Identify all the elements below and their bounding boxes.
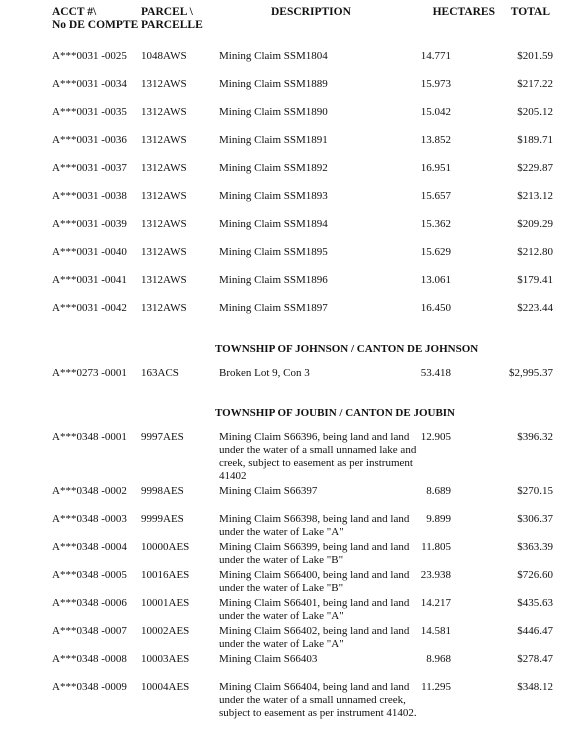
description-cell: Mining Claim S66403: [219, 653, 318, 665]
description-cell: Mining Claim SSM1894: [219, 218, 328, 230]
total-cell: $179.41: [517, 274, 553, 286]
parcel-cell: 1312AWS: [141, 302, 187, 314]
acct-cell: A***0031 -0040: [52, 246, 127, 258]
hectares-cell: 16.450: [420, 302, 451, 314]
hectares-cell: 8.968: [426, 653, 451, 665]
parcel-cell: 1048AWS: [141, 50, 187, 62]
acct-cell: A***0031 -0037: [52, 162, 127, 174]
total-cell: $278.47: [517, 653, 553, 665]
hectares-cell: 23.938: [420, 569, 451, 581]
hectares-cell: 12.905: [420, 431, 451, 443]
parcel-cell: 10002AES: [141, 625, 190, 637]
header-description: DESCRIPTION: [271, 6, 351, 18]
total-cell: $435.63: [517, 597, 553, 609]
hectares-cell: 11.805: [421, 541, 451, 553]
hectares-cell: 14.771: [420, 50, 451, 62]
total-cell: $363.39: [517, 541, 553, 553]
hectares-cell: 53.418: [420, 367, 451, 379]
parcel-cell: 1312AWS: [141, 134, 187, 146]
parcel-cell: 1312AWS: [141, 246, 187, 258]
parcel-cell: 9997AES: [141, 431, 184, 443]
description-cell: Mining Claim SSM1892: [219, 162, 328, 174]
description-cell: Mining Claim SSM1889: [219, 78, 328, 90]
acct-cell: A***0348 -0002: [52, 485, 127, 497]
hectares-cell: 14.581: [420, 625, 451, 637]
header-parcel-line1: PARCEL \: [141, 6, 193, 18]
acct-cell: A***0348 -0006: [52, 597, 127, 609]
parcel-cell: 1312AWS: [141, 162, 187, 174]
acct-cell: A***0348 -0004: [52, 541, 127, 553]
description-cell: Mining Claim S66400, being land and land under the water of Lake "B": [219, 569, 410, 594]
parcel-cell: 1312AWS: [141, 106, 187, 118]
parcel-cell: 10000AES: [141, 541, 190, 553]
description-cell: Mining Claim S66401, being land and land under the water of Lake "A": [219, 597, 410, 622]
description-cell: Mining Claim SSM1890: [219, 106, 328, 118]
hectares-cell: 9.899: [426, 513, 451, 525]
description-cell: Mining Claim S66396, being land and land under the water of a small unnamed lake and creek, subject to easement as per instrument 41402: [219, 431, 417, 482]
acct-cell: A***0348 -0007: [52, 625, 127, 637]
acct-cell: A***0031 -0035: [52, 106, 127, 118]
description-cell: Mining Claim S66402, being land and land under the water of Lake "A": [219, 625, 410, 650]
total-cell: $223.44: [517, 302, 553, 314]
description-cell: Mining Claim S66398, being land and land under the water of Lake "A": [219, 513, 410, 538]
description-cell: Mining Claim S66399, being land and land under the water of Lake "B": [219, 541, 410, 566]
hectares-cell: 15.973: [420, 78, 451, 90]
description-cell: Mining Claim SSM1891: [219, 134, 328, 146]
description-cell: Mining Claim S66404, being land and land under the water of a small unnamed creek, subject to easement as per instrument 41402.: [219, 681, 417, 719]
hectares-cell: 15.362: [420, 218, 451, 230]
total-cell: $306.37: [517, 513, 553, 525]
description-cell: Mining Claim S66397: [219, 485, 318, 497]
acct-cell: A***0031 -0036: [52, 134, 127, 146]
header-acct-line2: No DE COMPTE: [52, 19, 139, 31]
hectares-cell: 15.042: [420, 106, 451, 118]
total-cell: $217.22: [517, 78, 553, 90]
hectares-cell: 16.951: [420, 162, 451, 174]
total-cell: $726.60: [517, 569, 553, 581]
hectares-cell: 13.852: [420, 134, 451, 146]
total-cell: $446.47: [517, 625, 553, 637]
header-parcel-line2: PARCELLE: [141, 19, 203, 31]
total-cell: $209.29: [517, 218, 553, 230]
parcel-cell: 10016AES: [141, 569, 190, 581]
parcel-cell: 1312AWS: [141, 274, 187, 286]
description-cell: Broken Lot 9, Con 3: [219, 367, 310, 379]
acct-cell: A***0031 -0042: [52, 302, 127, 314]
total-cell: $229.87: [517, 162, 553, 174]
total-cell: $212.80: [517, 246, 553, 258]
acct-cell: A***0031 -0034: [52, 78, 127, 90]
acct-cell: A***0348 -0005: [52, 569, 127, 581]
hectares-cell: 13.061: [420, 274, 451, 286]
acct-cell: A***0031 -0041: [52, 274, 127, 286]
parcel-cell: 163ACS: [141, 367, 179, 379]
acct-cell: A***0273 -0001: [52, 367, 127, 379]
parcel-cell: 10004AES: [141, 681, 190, 693]
total-cell: $201.59: [517, 50, 553, 62]
hectares-cell: 15.657: [420, 190, 451, 202]
acct-cell: A***0348 -0003: [52, 513, 127, 525]
acct-cell: A***0348 -0001: [52, 431, 127, 443]
parcel-cell: 1312AWS: [141, 218, 187, 230]
description-cell: Mining Claim SSM1893: [219, 190, 328, 202]
section-heading-joubin: TOWNSHIP OF JOUBIN / CANTON DE JOUBIN: [215, 407, 456, 419]
section-heading-johnson: TOWNSHIP OF JOHNSON / CANTON DE JOHNSON: [215, 343, 479, 355]
description-cell: Mining Claim SSM1895: [219, 246, 328, 258]
header-parcel: [141, 6, 203, 32]
acct-cell: A***0031 -0025: [52, 50, 127, 62]
parcel-cell: 10001AES: [141, 597, 190, 609]
parcel-cell: 9998AES: [141, 485, 184, 497]
header-acct: [52, 6, 138, 32]
parcel-cell: 1312AWS: [141, 190, 187, 202]
total-cell: $2,995.37: [509, 367, 553, 379]
header-total: TOTAL: [510, 6, 550, 18]
hectares-cell: 14.217: [420, 597, 451, 609]
total-cell: $189.71: [517, 134, 553, 146]
hectares-cell: 11.295: [421, 681, 451, 693]
header-acct-line1: ACCT #\: [52, 6, 97, 18]
acct-cell: A***0348 -0008: [52, 653, 127, 665]
parcel-cell: 9999AES: [141, 513, 184, 525]
description-cell: Mining Claim SSM1804: [219, 50, 328, 62]
description-cell: Mining Claim SSM1897: [219, 302, 328, 314]
total-cell: $270.15: [517, 485, 553, 497]
total-cell: $348.12: [517, 681, 553, 693]
acct-cell: A***0031 -0039: [52, 218, 127, 230]
parcel-cell: 1312AWS: [141, 78, 187, 90]
acct-cell: A***0031 -0038: [52, 190, 127, 202]
total-cell: $205.12: [517, 106, 553, 118]
acct-cell: A***0348 -0009: [52, 681, 127, 693]
parcel-cell: 10003AES: [141, 653, 190, 665]
description-cell: Mining Claim SSM1896: [219, 274, 328, 286]
header-hectares: HECTARES: [432, 6, 495, 18]
hectares-cell: 8.689: [426, 485, 451, 497]
total-cell: $213.12: [517, 190, 553, 202]
total-cell: $396.32: [517, 431, 553, 443]
hectares-cell: 15.629: [420, 246, 451, 258]
